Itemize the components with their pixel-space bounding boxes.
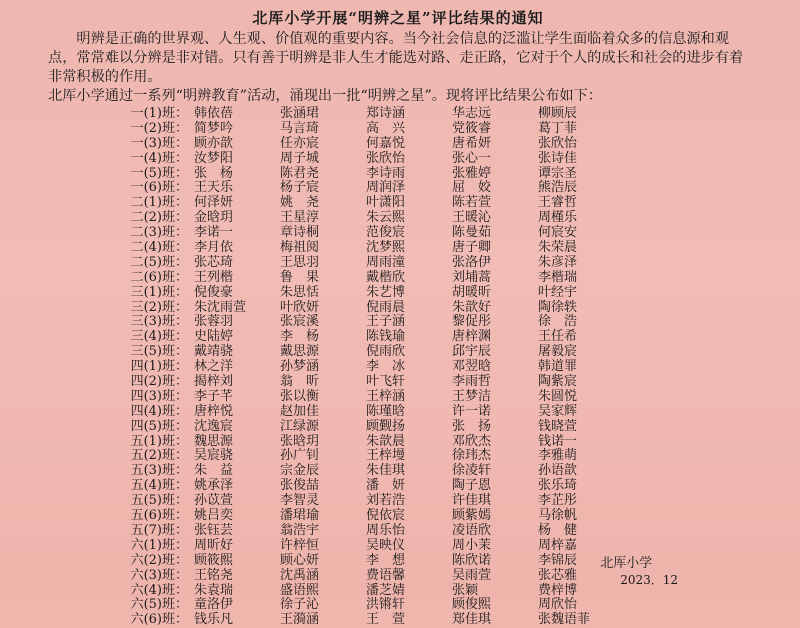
student-name: 王梓墁	[366, 448, 406, 464]
student-name: 葛丁菲	[538, 120, 578, 136]
student-name: 鲁 果	[280, 269, 320, 285]
student-name: 林之洋	[194, 359, 234, 375]
student-name: 马徐帆	[538, 508, 578, 524]
class-label: 四(4)班：	[130, 403, 188, 419]
student-name: 华志远	[452, 106, 492, 121]
class-row	[48, 196, 748, 211]
student-name: 倪俊豪	[194, 284, 234, 300]
student-name: 黎促彤	[452, 314, 492, 330]
student-name: 杨子宸	[280, 180, 320, 196]
signature-block	[600, 556, 678, 588]
student-name: 许一诺	[452, 403, 492, 419]
student-name: 屠毅宸	[538, 344, 578, 360]
student-name: 王思羽	[280, 254, 320, 270]
student-name: 李 杨	[280, 329, 320, 345]
class-label: 四(2)班：	[130, 374, 188, 390]
class-row	[48, 301, 748, 316]
student-name: 朱彦泽	[538, 254, 578, 270]
student-name: 张乐琦	[538, 478, 578, 494]
student-name: 姚 尧	[280, 195, 320, 211]
student-name: 姚承泽	[194, 478, 234, 494]
class-label: 四(5)班：	[130, 418, 188, 434]
student-name: 简梦吟	[194, 120, 234, 136]
student-name: 陶徐轶	[538, 299, 578, 315]
class-label: 三(2)班：	[130, 299, 188, 315]
student-name: 江绿源	[280, 418, 320, 434]
student-name: 盛语熙	[280, 582, 320, 598]
student-name: 周雨潼	[366, 254, 406, 270]
class-row	[48, 256, 748, 271]
class-label: 四(3)班：	[130, 388, 188, 404]
class-row	[48, 271, 748, 286]
class-row	[48, 524, 748, 539]
student-name: 张魏语菲	[538, 612, 591, 628]
student-name: 倪雨晨	[366, 299, 406, 315]
student-name: 张欣怡	[538, 135, 578, 151]
class-row	[48, 405, 748, 420]
student-name: 高 兴	[366, 120, 406, 136]
student-name: 李雨哲	[452, 374, 492, 390]
student-name: 朱歆晨	[366, 433, 406, 449]
student-name: 陈若萱	[452, 195, 492, 211]
student-name: 吴家辉	[538, 403, 578, 419]
student-name: 张宸溪	[280, 314, 320, 330]
class-row	[48, 464, 748, 479]
student-name: 郑诗涵	[366, 106, 406, 121]
student-name: 胡暖昕	[452, 284, 492, 300]
class-row	[48, 420, 748, 435]
student-name: 章诗桐	[280, 225, 320, 241]
class-label: 三(5)班：	[130, 344, 188, 360]
student-name: 吴映仪	[366, 537, 406, 553]
class-label: 二(6)班：	[130, 269, 188, 285]
student-name: 孙苡萱	[194, 493, 234, 509]
student-name: 潘 妍	[366, 478, 406, 494]
class-row	[48, 375, 748, 390]
intro-paragraph: 北厍小学通过一系列“明辨教育”活动，涌现出一批“明辨之星”。现将评比结果公布如下：	[48, 88, 602, 104]
class-label: 一(1)班：	[130, 106, 188, 121]
student-name: 张芯雅	[538, 567, 578, 583]
student-name: 叶飞轩	[366, 374, 406, 390]
student-name: 叶经宇	[538, 284, 578, 300]
student-name: 刘埔蒿	[452, 269, 492, 285]
student-name: 史陆婷	[194, 329, 234, 345]
student-name: 何嘉悦	[366, 135, 406, 151]
student-name: 李子芊	[194, 388, 234, 404]
student-name: 李雅萌	[538, 448, 578, 464]
class-row	[48, 479, 748, 494]
class-label: 三(4)班：	[130, 329, 188, 345]
student-name: 孙广钊	[280, 448, 320, 464]
student-name: 韩依蓓	[194, 106, 234, 121]
class-label: 一(5)班：	[130, 165, 188, 181]
student-name: 李楷瑞	[538, 269, 578, 285]
class-label: 三(3)班：	[130, 314, 188, 330]
student-name: 王铭尧	[194, 567, 234, 583]
student-name: 顾紫嫣	[452, 508, 492, 524]
student-name: 李芷彤	[538, 493, 578, 509]
class-label: 二(2)班：	[130, 210, 188, 226]
intro-paragraph: 明辨是正确的世界观、人生观、价值观的重要内容。当今社会信息的泛滥让学生面临着众多的信息源和观点，常常难以分辨是非对错。只有善于明辨是非人生才能选对路、走正路，它对于个人的成长和社会的进步有着非常积极的作用。	[48, 31, 744, 85]
class-label: 五(4)班：	[130, 478, 188, 494]
signature-school: 北厍小学	[600, 556, 653, 571]
student-name: 王梓涵	[366, 388, 406, 404]
class-label: 五(1)班：	[130, 433, 188, 449]
class-label: 六(5)班：	[130, 597, 188, 613]
student-name: 揭梓刘	[194, 374, 234, 390]
student-name: 杨 健	[538, 522, 578, 538]
student-name: 钱晓萱	[538, 418, 578, 434]
student-name: 翁浩宇	[280, 522, 320, 538]
student-name: 张诗佳	[538, 150, 578, 166]
class-label: 三(1)班：	[130, 284, 188, 300]
student-name: 叶潇阳	[366, 195, 406, 211]
class-label: 五(3)班：	[130, 463, 188, 479]
student-name: 陈瑾晗	[366, 403, 406, 419]
student-name: 韩道罪	[538, 359, 578, 375]
class-label: 六(4)班：	[130, 582, 188, 598]
student-name: 宗金辰	[280, 463, 320, 479]
student-name: 徐凌轩	[452, 463, 492, 479]
signature-date: 2023．12	[620, 573, 678, 587]
student-name: 朱佳琪	[366, 463, 406, 479]
student-name: 凌语欣	[452, 522, 492, 538]
class-label: 五(5)班：	[130, 493, 188, 509]
student-name: 许梓恒	[280, 537, 320, 553]
student-name: 周润泽	[366, 180, 406, 196]
student-name: 周梓嘉	[538, 537, 578, 553]
class-label: 六(1)班：	[130, 537, 188, 553]
class-label: 二(5)班：	[130, 254, 188, 270]
student-name: 张芯琦	[194, 254, 234, 270]
student-name: 洪锵轩	[366, 597, 406, 613]
student-name: 王天乐	[194, 180, 234, 196]
student-name: 张颖	[452, 582, 479, 598]
class-label: 六(2)班：	[130, 552, 188, 568]
student-name: 陈曼茹	[452, 225, 492, 241]
student-name: 朱荣晨	[538, 240, 578, 256]
student-name: 周昕好	[194, 537, 234, 553]
student-name: 姚吕奕	[194, 508, 234, 524]
student-name: 吴宸骁	[194, 448, 234, 464]
student-name: 张以衡	[280, 388, 320, 404]
student-name: 张涵珺	[280, 106, 320, 121]
student-name: 周乐怡	[366, 522, 406, 538]
student-name: 张雅婷	[452, 165, 492, 181]
student-name: 王暖沁	[452, 210, 492, 226]
student-name: 张钰芸	[194, 522, 234, 538]
student-name: 唐梓渊	[452, 329, 492, 345]
student-name: 郑佳琪	[452, 612, 492, 628]
class-row	[48, 152, 748, 167]
class-row	[48, 509, 748, 524]
student-name: 党筱睿	[452, 120, 492, 136]
student-name: 潘芝婧	[366, 582, 406, 598]
student-name: 王列楷	[194, 269, 234, 285]
class-row	[48, 211, 748, 226]
class-label: 六(3)班：	[130, 567, 188, 583]
class-label: 五(7)班：	[130, 522, 188, 538]
class-row	[48, 226, 748, 241]
student-name: 赵加佳	[280, 403, 320, 419]
class-label: 二(4)班：	[130, 240, 188, 256]
class-row	[48, 137, 748, 152]
student-name: 邓翌晗	[452, 359, 492, 375]
student-name: 钱乐凡	[194, 612, 234, 628]
student-name: 顾亦歆	[194, 135, 234, 151]
student-name: 朱歆好	[452, 299, 492, 315]
class-label: 五(2)班：	[130, 448, 188, 464]
class-label: 一(4)班：	[130, 150, 188, 166]
student-name: 戴靖骁	[194, 344, 234, 360]
class-label: 一(2)班：	[130, 120, 188, 136]
class-label: 一(6)班：	[130, 180, 188, 196]
student-name: 王任希	[538, 329, 578, 345]
student-name: 陶子恩	[452, 478, 492, 494]
class-label: 六(6)班：	[130, 612, 188, 628]
class-row	[48, 494, 748, 509]
student-name: 徐子沁	[280, 597, 320, 613]
student-name: 王 萱	[366, 612, 406, 628]
student-name: 陈君尧	[280, 165, 320, 181]
class-row	[48, 241, 748, 256]
class-row	[48, 613, 748, 628]
class-row	[48, 345, 748, 360]
student-name: 朱袁瑞	[194, 582, 234, 598]
student-name: 张洛伊	[452, 254, 492, 270]
student-name: 朱沈雨萱	[194, 299, 247, 315]
student-name: 范俊宸	[366, 225, 406, 241]
student-name: 王星淳	[280, 210, 320, 226]
student-name: 王漪涵	[280, 612, 320, 628]
notice-title: 北厍小学开展“明辨之星”评比结果的通知	[252, 9, 544, 27]
student-name: 王梦洁	[452, 388, 492, 404]
student-name: 何泽妍	[194, 195, 234, 211]
student-name: 张晗玥	[280, 433, 320, 449]
class-label: 二(1)班：	[130, 195, 188, 211]
student-name: 费梓博	[538, 582, 578, 598]
student-name: 徐 浩	[538, 314, 578, 330]
student-name: 张 杨	[194, 165, 234, 181]
student-name: 何宸安	[538, 225, 578, 241]
student-name: 李诺一	[194, 225, 234, 241]
student-name: 周小茉	[452, 537, 492, 553]
notice-intro	[48, 30, 748, 106]
class-row	[48, 330, 748, 345]
student-name: 顾俊熙	[452, 597, 492, 613]
student-name: 张欣怡	[366, 150, 406, 166]
student-name: 戴楷欣	[366, 269, 406, 285]
student-name: 李月依	[194, 240, 234, 256]
student-name: 唐子卿	[452, 240, 492, 256]
class-row	[48, 539, 748, 554]
student-name: 顾觐扬	[366, 418, 406, 434]
student-name: 倪依宸	[366, 508, 406, 524]
class-row	[48, 360, 748, 375]
class-label: 五(6)班：	[130, 508, 188, 524]
student-name: 王睿哲	[538, 195, 578, 211]
student-name: 谭宗圣	[538, 165, 578, 181]
student-name: 钱诺一	[538, 433, 578, 449]
student-name: 费语馨	[366, 567, 406, 583]
student-name: 屈 姣	[452, 180, 492, 196]
student-name: 唐希妍	[452, 135, 492, 151]
student-name: 徐玮杰	[452, 448, 492, 464]
class-label: 二(3)班：	[130, 225, 188, 241]
student-name: 朱云熙	[366, 210, 406, 226]
class-row	[48, 167, 748, 182]
class-row	[48, 107, 748, 122]
student-name: 倪雨欣	[366, 344, 406, 360]
student-name: 张心一	[452, 150, 492, 166]
student-name: 沈梦熙	[366, 240, 406, 256]
student-name: 朱思恬	[280, 284, 320, 300]
student-name: 朱 益	[194, 463, 234, 479]
student-name: 柳顾辰	[538, 106, 578, 121]
winners-list	[48, 107, 748, 628]
class-label: 四(1)班：	[130, 359, 188, 375]
class-row	[48, 122, 748, 137]
student-name: 张俊喆	[280, 478, 320, 494]
student-name: 任亦宸	[280, 135, 320, 151]
student-name: 戴思源	[280, 344, 320, 360]
student-name: 陶紫宸	[538, 374, 578, 390]
student-name: 金晗玥	[194, 210, 234, 226]
class-row	[48, 598, 748, 613]
student-name: 吴雨萱	[452, 567, 492, 583]
student-name: 沈逸宸	[194, 418, 234, 434]
student-name: 朱艺博	[366, 284, 406, 300]
student-name: 周子城	[280, 150, 320, 166]
student-name: 梅祖阅	[280, 240, 320, 256]
student-name: 童洛伊	[194, 597, 234, 613]
class-row	[48, 390, 748, 405]
student-name: 李诗雨	[366, 165, 406, 181]
student-name: 唐梓悦	[194, 403, 234, 419]
student-name: 陈钱瑜	[366, 329, 406, 345]
student-name: 叶欣妍	[280, 299, 320, 315]
student-name: 沈禹涵	[280, 567, 320, 583]
student-name: 李 冰	[366, 359, 406, 375]
student-name: 许佳琪	[452, 493, 492, 509]
student-name: 翁 昕	[280, 374, 320, 390]
student-name: 李智灵	[280, 493, 320, 509]
student-name: 汝梦阳	[194, 150, 234, 166]
student-name: 刘若浩	[366, 493, 406, 509]
student-name: 顾心妍	[280, 552, 320, 568]
student-name: 邱宇辰	[452, 344, 492, 360]
student-name: 熊浩辰	[538, 180, 578, 196]
student-name: 顾筱熙	[194, 552, 234, 568]
student-name: 孙语歆	[538, 463, 578, 479]
student-name: 周槿乐	[538, 210, 578, 226]
student-name: 王子涵	[366, 314, 406, 330]
student-name: 邓欣杰	[452, 433, 492, 449]
student-name: 潘珺瑜	[280, 508, 320, 524]
class-label: 一(3)班：	[130, 135, 188, 151]
class-row	[48, 286, 748, 301]
student-name: 陈欣诺	[452, 552, 492, 568]
student-name: 马言琦	[280, 120, 320, 136]
student-name: 周欣怡	[538, 597, 578, 613]
student-name: 张 扬	[452, 418, 492, 434]
student-name: 李锦辰	[538, 552, 578, 568]
student-name: 魏思源	[194, 433, 234, 449]
student-name: 张蓉羽	[194, 314, 234, 330]
student-name: 李 想	[366, 552, 406, 568]
student-name: 朱圆悦	[538, 388, 578, 404]
student-name: 孙梦涵	[280, 359, 320, 375]
